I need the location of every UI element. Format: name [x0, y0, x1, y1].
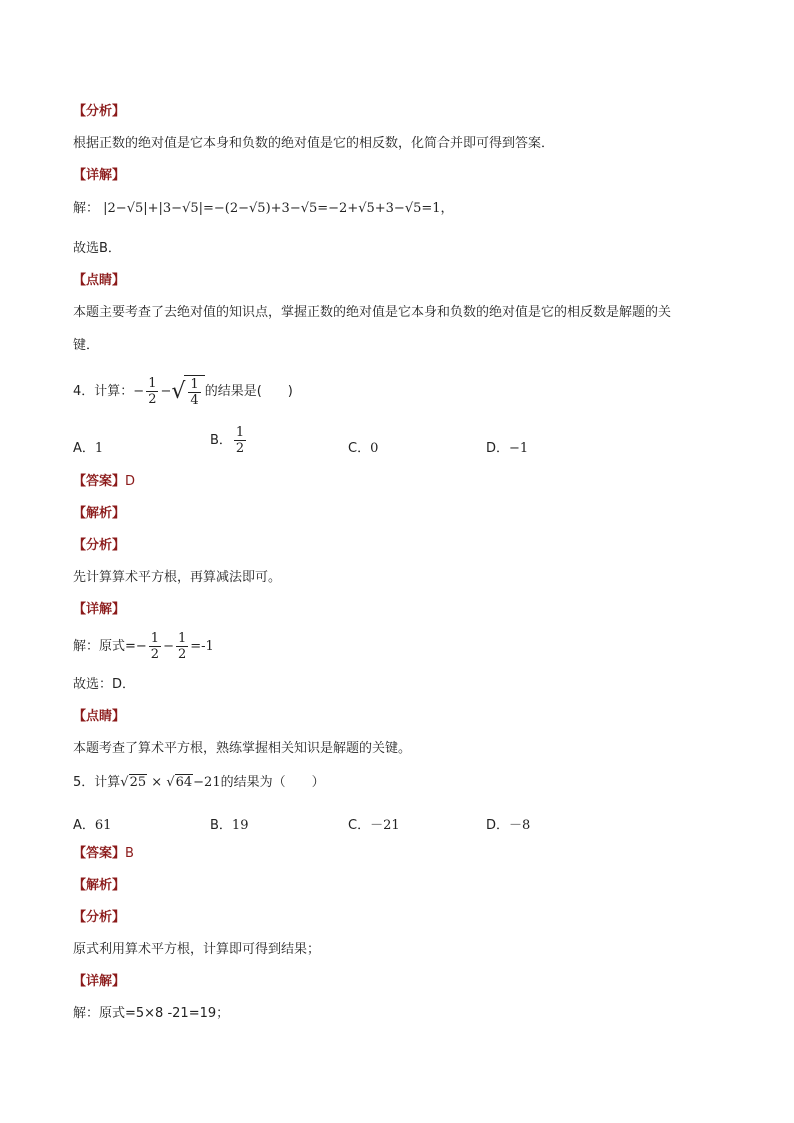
comment-text-line1: 本题主要考查了去绝对值的知识点，掌握正数的绝对值是它本身和负数的绝对值是它的相反数是解题的关: [73, 305, 672, 320]
question-4-prefix: 4．计算：: [73, 384, 134, 399]
comment-text-line2: 键．: [73, 338, 100, 353]
q4-option-c: C．0: [348, 441, 379, 456]
q5-answer: 【答案】B: [73, 846, 134, 861]
analysis-heading: 【分析】: [73, 104, 126, 119]
q4-option-d: D．−1: [486, 441, 529, 456]
fraction-option-b: $\frac{1}{2}$: [235, 425, 245, 456]
q4-option-b: B． $\frac{1}{2}$: [210, 425, 245, 456]
q4-explanation-heading: 【解析】: [73, 506, 126, 521]
sqrt-one-quarter: √ $\frac{1}{4}$: [171, 375, 204, 409]
q5-analysis-text: 原式利用算术平方根，计算即可得到结果；: [73, 942, 321, 957]
question-4-stem: 4．计算：− $\frac{1}{2}$ − √ $\frac{1}{4}$ 的结果是( ): [73, 376, 293, 408]
q5-option-b: B．19: [210, 818, 249, 833]
q4-choice-conclusion: 故选：D．: [73, 677, 136, 692]
q4-analysis-heading: 【分析】: [73, 538, 126, 553]
q5-answer-value: B: [125, 846, 134, 861]
detail-heading: 【详解】: [73, 168, 126, 183]
q5-solution: 解：原式=5×8 -21=19；: [73, 1006, 230, 1021]
q4-solution: 解：原式=− $\frac{1}{2}$ − $\frac{1}{2}$ =-1: [73, 631, 214, 662]
q4-option-a: A．1: [73, 441, 104, 456]
q5-explanation-heading: 【解析】: [73, 878, 126, 893]
analysis-text: 根据正数的绝对值是它本身和负数的绝对值是它的相反数，化简合并即可得到答案．: [73, 136, 555, 151]
comment-heading: 【点睛】: [73, 273, 126, 288]
q4-answer: 【答案】D: [73, 474, 136, 489]
question-5-stem: 5．计算√25 × √64−21的结果为（ ）: [73, 775, 325, 790]
q4-detail-heading: 【详解】: [73, 602, 126, 617]
q5-detail-heading: 【详解】: [73, 974, 126, 989]
q4-answer-value: D: [125, 474, 136, 489]
question-4-suffix: 的结果是( ): [204, 384, 293, 399]
q4-analysis-text: 先计算算术平方根，再算减法即可。: [73, 570, 282, 585]
q4-comment-heading: 【点睛】: [73, 709, 126, 724]
q5-option-c: C．－21: [348, 818, 400, 833]
q5-option-a: A．61: [73, 818, 112, 833]
solution-line: [73, 200, 454, 218]
solution-equation: |2−√5|+|3−√5|=−(2−√5)+3−√5=−2+√5+3−√5=1，: [103, 201, 454, 216]
solution-prefix: 解：: [73, 201, 100, 216]
q4-comment-text: 本题考查了算术平方根，熟练掌握相关知识是解题的关键。: [73, 741, 412, 756]
q5-analysis-heading: 【分析】: [73, 910, 126, 925]
choice-conclusion: 故选B．: [73, 241, 121, 256]
q5-option-d: D．－8: [486, 818, 531, 833]
fraction-one-half: $\frac{1}{2}$: [148, 376, 157, 407]
